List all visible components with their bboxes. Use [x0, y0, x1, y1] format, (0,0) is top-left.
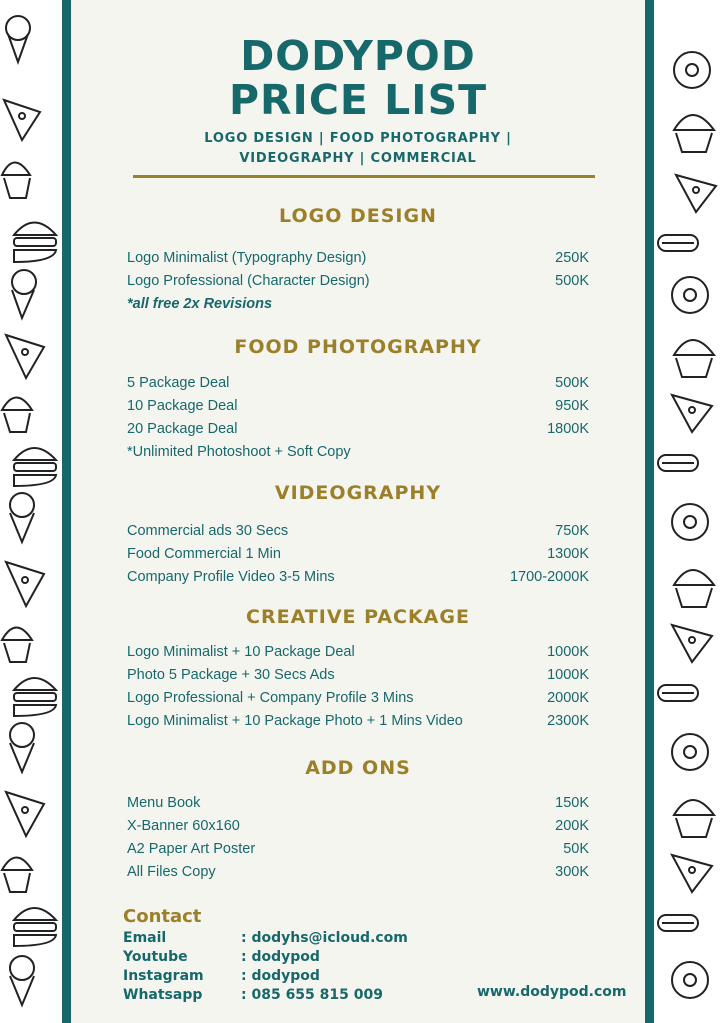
- contact-youtube[interactable]: : dodypod: [241, 949, 320, 965]
- item-price: 500K: [555, 375, 589, 391]
- ice-cream-icon: [10, 723, 34, 772]
- cupcake-icon: [674, 570, 714, 607]
- item-name: Logo Minimalist (Typography Design): [127, 250, 367, 266]
- subtitle-line1: LOGO DESIGN | FOOD PHOTOGRAPHY |: [204, 131, 512, 146]
- contact-label-instagram: Instagram: [123, 968, 204, 984]
- item-name: Food Commercial 1 Min: [127, 546, 281, 562]
- cupcake-icon: [2, 163, 30, 199]
- pizza-slice-icon: [6, 792, 44, 836]
- cupcake-icon: [2, 858, 32, 893]
- item-price: 1300K: [547, 546, 589, 562]
- donut-icon: [672, 734, 708, 770]
- hotdog-icon: [658, 455, 698, 471]
- item-name: Logo Minimalist + 10 Package Deal: [127, 644, 355, 660]
- cupcake-icon: [2, 398, 32, 433]
- item-price: 1000K: [547, 667, 589, 683]
- item-name: Photo 5 Package + 30 Secs Ads: [127, 667, 335, 683]
- food-doodle-pattern-right: [654, 0, 724, 1023]
- section-title-food-photography: FOOD PHOTOGRAPHY: [234, 336, 482, 358]
- teal-border-left: [62, 0, 71, 1023]
- price-row: [127, 713, 589, 736]
- price-row: [127, 421, 589, 444]
- contact-label-email: Email: [123, 930, 167, 946]
- cupcake-icon: [674, 800, 714, 837]
- ice-cream-icon: [10, 493, 34, 542]
- doodle-pattern-left-svg: [0, 0, 62, 1023]
- price-row: [127, 818, 589, 841]
- section-title-add-ons: ADD ONS: [305, 757, 411, 779]
- pizza-slice-icon: [672, 855, 712, 892]
- contact-label-whatsapp: Whatsapp: [123, 987, 203, 1003]
- price-row: [127, 523, 589, 546]
- item-name: 10 Package Deal: [127, 398, 238, 414]
- item-price: 300K: [555, 864, 589, 880]
- item-price: 2000K: [547, 690, 589, 706]
- item-price: 750K: [555, 523, 589, 539]
- price-row: [127, 667, 589, 690]
- item-price: 2300K: [547, 713, 589, 729]
- price-row: [127, 690, 589, 713]
- item-name: 5 Package Deal: [127, 375, 230, 391]
- contact-email[interactable]: : dodyhs@icloud.com: [241, 930, 408, 946]
- pizza-slice-icon: [6, 562, 44, 606]
- item-name: Company Profile Video 3-5 Mins: [127, 569, 335, 585]
- cupcake-icon: [674, 115, 714, 152]
- price-list-panel: [71, 0, 645, 1023]
- donut-icon: [672, 504, 708, 540]
- contact-instagram[interactable]: : dodypod: [241, 968, 320, 984]
- item-price: 1800K: [547, 421, 589, 437]
- item-name: A2 Paper Art Poster: [127, 841, 256, 857]
- page-title-line1: DODYPOD: [240, 32, 476, 80]
- price-row: [127, 569, 589, 592]
- ice-cream-icon: [12, 270, 36, 318]
- food-doodle-pattern-left: [0, 0, 62, 1023]
- donut-icon: [672, 277, 708, 313]
- contact-title: Contact: [123, 906, 202, 927]
- pizza-slice-icon: [672, 625, 712, 662]
- cupcake-icon: [674, 340, 714, 377]
- cupcake-icon: [2, 628, 32, 663]
- item-price: 950K: [555, 398, 589, 414]
- doodle-pattern-right-svg: [654, 0, 724, 1023]
- item-price: 500K: [555, 273, 589, 289]
- item-name: 20 Package Deal: [127, 421, 238, 437]
- contact-whatsapp[interactable]: : 085 655 815 009: [241, 987, 383, 1003]
- price-row: [127, 841, 589, 864]
- burger-icon: [14, 448, 56, 486]
- item-price: 200K: [555, 818, 589, 834]
- contact-label-youtube: Youtube: [123, 949, 188, 965]
- donut-icon: [672, 962, 708, 998]
- item-name: X-Banner 60x160: [127, 818, 240, 834]
- section-title-creative-package: CREATIVE PACKAGE: [246, 606, 470, 628]
- ice-cream-icon: [6, 16, 30, 62]
- price-row: [127, 546, 589, 569]
- teal-border-right: [645, 0, 654, 1023]
- item-price: 50K: [563, 841, 589, 857]
- section-title-logo-design: LOGO DESIGN: [279, 205, 437, 227]
- donut-icon: [674, 52, 710, 88]
- hotdog-icon: [658, 235, 698, 251]
- price-row: [127, 864, 589, 887]
- item-name: All Files Copy: [127, 864, 216, 880]
- subtitle-line2: VIDEOGRAPHY | COMMERCIAL: [239, 151, 477, 166]
- pizza-slice-icon: [4, 100, 40, 140]
- price-row: [127, 398, 589, 421]
- website-link[interactable]: www.dodypod.com: [477, 984, 627, 1000]
- pizza-slice-icon: [6, 335, 44, 378]
- price-row: [127, 644, 589, 667]
- pizza-slice-icon: [676, 175, 716, 212]
- burger-icon: [14, 223, 56, 263]
- hotdog-icon: [658, 915, 698, 931]
- photoshoot-note: *Unlimited Photoshoot + Soft Copy: [127, 444, 351, 460]
- burger-icon: [14, 908, 56, 946]
- section-title-videography: VIDEOGRAPHY: [274, 482, 442, 504]
- item-name: Menu Book: [127, 795, 201, 811]
- burger-icon: [14, 678, 56, 716]
- price-row: [127, 273, 589, 296]
- price-row: [127, 250, 589, 273]
- price-row: [127, 375, 589, 398]
- item-price: 250K: [555, 250, 589, 266]
- price-row: [127, 795, 589, 818]
- pizza-slice-icon: [672, 395, 712, 432]
- item-name: Logo Minimalist + 10 Package Photo + 1 Mins Video: [127, 713, 463, 729]
- item-price: 1700-2000K: [509, 569, 589, 585]
- revision-note: *all free 2x Revisions: [127, 296, 273, 312]
- ice-cream-icon: [10, 956, 34, 1005]
- item-name: Logo Professional + Company Profile 3 Mins: [127, 690, 414, 706]
- item-name: Commercial ads 30 Secs: [127, 523, 289, 539]
- item-name: Logo Professional (Character Design): [127, 273, 370, 289]
- divider-line: [133, 175, 595, 178]
- page-title-line2: PRICE LIST: [228, 76, 488, 124]
- hotdog-icon: [658, 685, 698, 701]
- item-price: 150K: [555, 795, 589, 811]
- item-price: 1000K: [547, 644, 589, 660]
